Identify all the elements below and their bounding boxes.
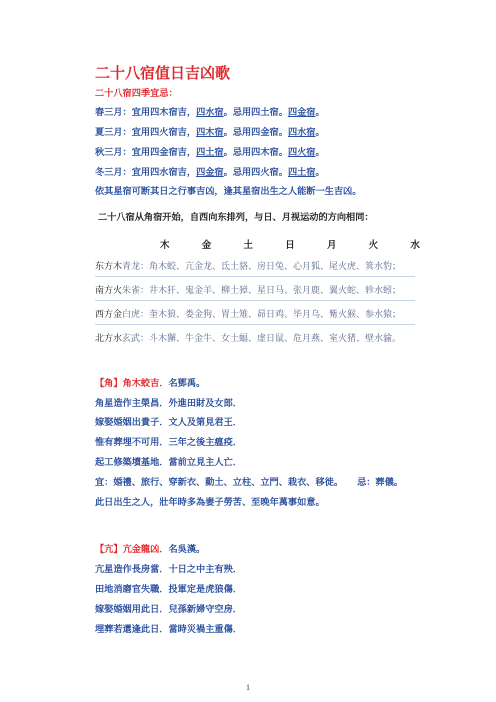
jiao-line: 起工修築墳基地．當前立見主人亡． xyxy=(95,457,242,468)
kang-tag: 【亢】 xyxy=(95,544,123,555)
season-row-summer xyxy=(95,127,325,139)
season-text: 。忌用四木宿。 xyxy=(223,147,288,158)
direction-list: ：井木犴、鬼金羊、柳土獐、星日马、张月鹿、翼火蛇、轸水蚓； xyxy=(140,286,402,296)
season-row-winter xyxy=(95,167,325,179)
kang-heading xyxy=(95,544,205,556)
jiao-line: 惟有葬埋不可用．三年之後主瘟疫． xyxy=(95,437,242,448)
direction-list: ：斗木獬、牛金牛、女土蝠、虚日鼠、危月燕、室火猪、壁水貐。 xyxy=(140,334,402,344)
seasons-note: 依其星宿可断其日之行事吉凶，逢其星宿出生之人能断一生吉凶。 xyxy=(95,186,362,197)
season-link: 四金宿 xyxy=(196,167,224,178)
season-text: 。 xyxy=(315,147,325,158)
intro-text: 二十八宿从角宿开始，自西向东排列，与日、月视运动的方向相同： xyxy=(98,212,374,223)
seasons-heading: 二十八宿四季宜忌： xyxy=(95,88,178,99)
direction-lead: 西方金 xyxy=(95,310,123,320)
direction-name: 青龙 xyxy=(122,262,141,272)
jiao-line: 嫁娶婚姻出貴子．文人及第見君王． xyxy=(95,417,242,428)
jiao-alias: 名鄧禹。 xyxy=(168,378,206,389)
season-text: 夏三月：宜用四火宿吉， xyxy=(95,127,197,138)
page-title: 二十八宿值日吉凶歌 xyxy=(95,64,231,82)
kang-line: 亢星造作長房當．十日之中主有殃． xyxy=(95,564,242,575)
kang-head: 亢金龍凶． xyxy=(122,544,169,555)
direction-name: 朱雀 xyxy=(122,286,141,296)
kang-alias: 名吳漢。 xyxy=(168,544,206,555)
jiao-yi: 宜：婚禮、旅行、穿新衣、動土、立柱、立門、栽衣、移徙。 xyxy=(95,477,344,488)
season-text: 。 xyxy=(315,167,325,178)
page-number: 1 xyxy=(246,683,250,692)
season-text: 秋三月：宜用四金宿吉， xyxy=(95,147,197,158)
direction-row-east xyxy=(95,261,401,273)
jiao-heading xyxy=(95,378,205,390)
season-link: 四土宿 xyxy=(287,167,316,178)
season-text: 冬三月：宜用四水宿吉， xyxy=(95,167,197,178)
direction-lead: 南方火 xyxy=(95,286,123,296)
direction-lead: 北方水 xyxy=(95,334,123,344)
season-link: 四水宿 xyxy=(196,107,224,118)
jiao-head: 角木蛟吉． xyxy=(122,378,169,389)
direction-name: 玄武 xyxy=(122,334,141,344)
kang-line: 埋葬若還逢此日．當時災禍主重傷． xyxy=(95,624,242,635)
row-divider xyxy=(95,324,415,325)
direction-list: ：奎木狼、娄金狗、胃土雉、昴日鸡、毕月乌、觜火猴、参水猿； xyxy=(140,310,402,320)
element-label: 月 xyxy=(326,240,337,251)
direction-row-north xyxy=(95,333,401,345)
season-text: 。忌用四金宿。 xyxy=(223,127,288,138)
season-link: 四金宿 xyxy=(287,107,316,118)
season-text: 。 xyxy=(315,107,325,118)
element-header-row xyxy=(160,237,420,251)
kang-line: 嫁娶婚姻用此日．兒孫新婦守空房． xyxy=(95,604,242,615)
jiao-birth: 此日出生之人，壯年時多為妻子勞苦、至晚年萬事如意。 xyxy=(95,497,325,508)
jiao-tag: 【角】 xyxy=(95,378,123,389)
season-link: 四水宿 xyxy=(287,127,316,138)
element-label: 金 xyxy=(201,240,212,251)
jiao-line: 角星造作主榮昌．外進田財及女郎． xyxy=(95,398,242,409)
row-divider xyxy=(95,300,415,301)
season-text: 春三月：宜用四木宿吉， xyxy=(95,107,197,118)
season-link: 四木宿 xyxy=(196,127,224,138)
element-label: 水 xyxy=(410,240,420,251)
direction-row-west xyxy=(95,309,401,321)
jiao-yi-ji xyxy=(95,477,403,489)
season-text: 。 xyxy=(315,127,325,138)
jiao-ji: 忌：葬儀。 xyxy=(357,477,403,488)
direction-lead: 东方木 xyxy=(95,262,123,272)
season-text: 。忌用四火宿。 xyxy=(223,167,288,178)
element-label: 火 xyxy=(368,240,379,251)
element-label: 日 xyxy=(285,240,295,251)
direction-name: 白虎 xyxy=(122,310,141,320)
season-row-autumn xyxy=(95,147,325,159)
season-link: 四土宿 xyxy=(196,147,224,158)
direction-row-south xyxy=(95,285,401,297)
direction-list: ：角木蛟、亢金龙、氐土貉、房日兔、心月狐、尾火虎、箕水豹； xyxy=(140,262,402,272)
season-link: 四火宿 xyxy=(287,147,316,158)
kang-line: 田地消磨官失職．投軍定是虎狼傷． xyxy=(95,584,242,595)
season-row-spring xyxy=(95,107,325,119)
element-label: 木 xyxy=(160,240,170,251)
season-text: 。忌用四土宿。 xyxy=(223,107,288,118)
row-divider xyxy=(95,276,415,277)
element-label: 土 xyxy=(243,240,253,251)
